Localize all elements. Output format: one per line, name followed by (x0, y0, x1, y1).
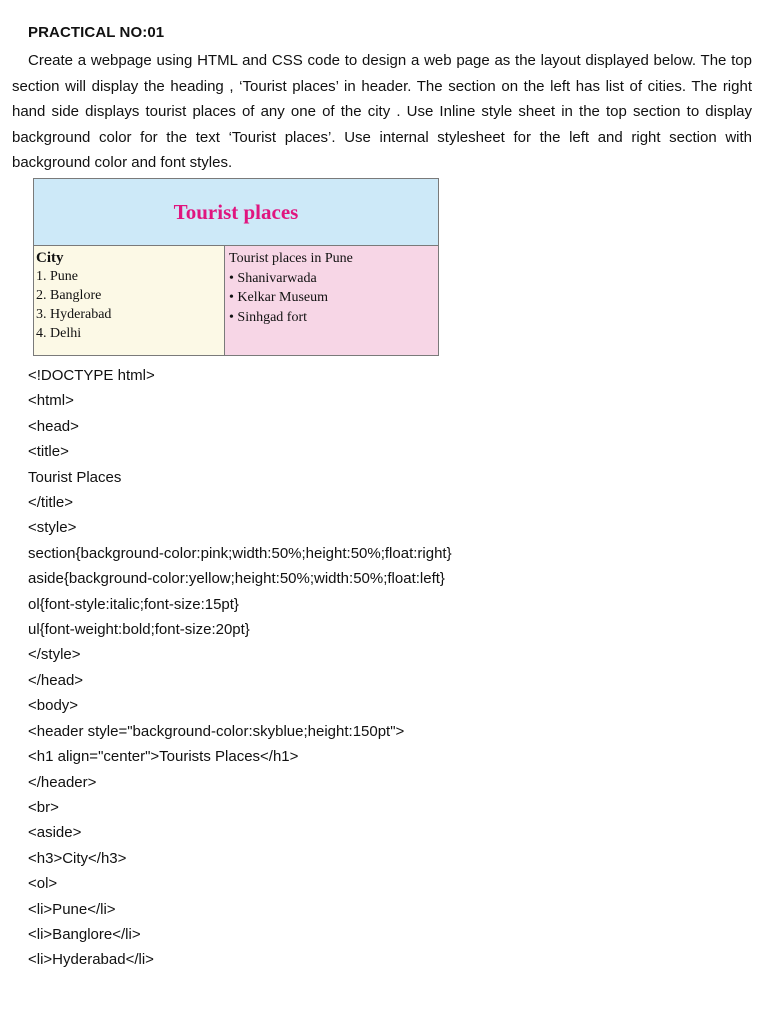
code-line: <br> (28, 798, 59, 816)
code-line: </head> (28, 671, 84, 689)
code-line: </title> (28, 494, 74, 512)
places-heading: Tourist places in Pune (229, 251, 353, 266)
place-item: • Kelkar Museum (229, 290, 328, 305)
code-line: <!DOCTYPE html> (28, 367, 155, 384)
city-item: 2. Banglore (36, 288, 102, 303)
intro-paragraph: Create a webpage using HTML and CSS code to design a web page as the layout displayed below. The top section will display the heading , ‘Tourist places’ in header. The section on the left has list of cities. The right hand side displays tourist places of any one of the city . Use Inline style sheet in the top section to display background color for the text ‘Tourist places’. Use internal stylesheet for the left and right section with background color and font styles. (12, 52, 752, 171)
code-line: <ol> (28, 875, 58, 893)
code-line: </style> (28, 646, 81, 664)
code-listing (28, 363, 452, 973)
code-line: section{background-color:pink;width:50%;height:50%;float:right} (28, 544, 452, 562)
practical-title: PRACTICAL NO:01 (28, 24, 165, 41)
place-item: • Shanivarwada (229, 270, 317, 286)
code-line: <body> (28, 697, 79, 715)
code-line: <style> (28, 519, 77, 537)
city-heading: City (36, 250, 64, 266)
code-line: <title> (28, 443, 69, 461)
figure-aside-city (34, 246, 225, 355)
code-line: <head> (28, 417, 79, 435)
city-item: 3. Hyderabad (36, 307, 112, 322)
figure-section-places (225, 246, 438, 355)
figure-header (34, 179, 438, 246)
place-item: • Sinhgad fort (229, 309, 308, 325)
city-item: 4. Delhi (36, 326, 82, 341)
code-line: <h3>City</h3> (28, 849, 127, 867)
layout-figure (33, 178, 439, 356)
code-line: <aside> (28, 824, 82, 842)
code-line: </header> (28, 773, 97, 791)
code-line: <li>Banglore</li> (28, 925, 141, 943)
figure-heading: Tourist places (173, 199, 299, 224)
code-line: <li>Pune</li> (28, 900, 116, 918)
code-line: ul{font-weight:bold;font-size:20pt} (28, 621, 250, 639)
code-line: <html> (28, 392, 74, 410)
code-line: <h1 align="center">Tourists Places</h1> (28, 748, 299, 766)
code-line: <header style="background-color:skyblue;height:150pt"> (28, 722, 405, 740)
code-line: ol{font-style:italic;font-size:15pt} (28, 595, 239, 613)
code-line: <li>Hyderabad</li> (28, 951, 154, 969)
code-line: aside{background-color:yellow;height:50%;width:50%;float:left} (28, 570, 445, 588)
code-line: Tourist Places (28, 468, 122, 486)
city-item: 1. Pune (36, 269, 78, 284)
